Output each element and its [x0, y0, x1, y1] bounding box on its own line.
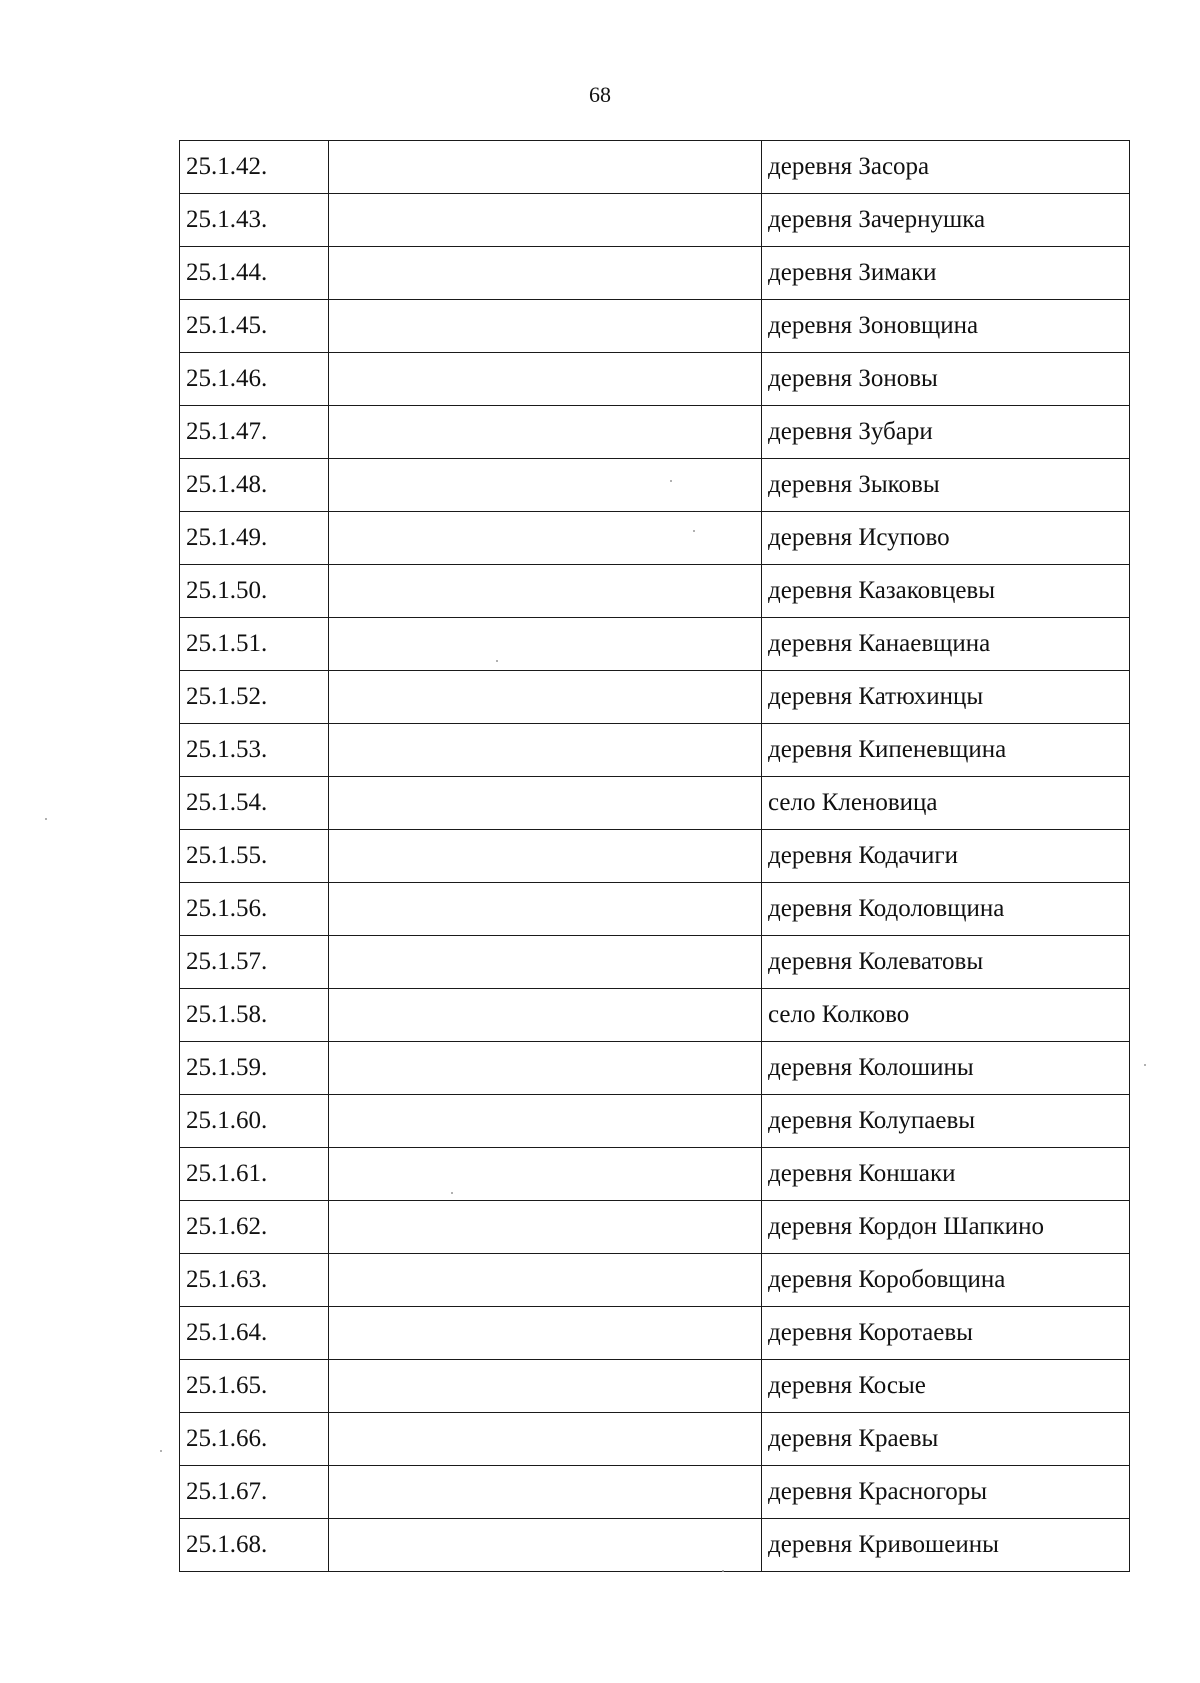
table-row [180, 247, 1130, 300]
table-row [180, 1095, 1130, 1148]
empty-cell [329, 830, 762, 883]
row-number-cell: 25.1.53. [180, 724, 329, 777]
scan-speck [722, 1570, 724, 1572]
empty-cell [329, 406, 762, 459]
settlement-name-cell: деревня Зубари [762, 406, 1130, 459]
row-number-cell: 25.1.57. [180, 936, 329, 989]
row-number-cell: 25.1.45. [180, 300, 329, 353]
settlement-name-cell: деревня Зоновщина [762, 300, 1130, 353]
scan-speck [451, 1192, 453, 1194]
row-number-cell: 25.1.49. [180, 512, 329, 565]
row-number-cell: 25.1.66. [180, 1413, 329, 1466]
row-number-cell: 25.1.62. [180, 1201, 329, 1254]
row-number-cell: 25.1.55. [180, 830, 329, 883]
table-row [180, 353, 1130, 406]
row-number-cell: 25.1.59. [180, 1042, 329, 1095]
row-number-cell: 25.1.63. [180, 1254, 329, 1307]
page-number: 68 [589, 82, 611, 107]
row-number-cell: 25.1.56. [180, 883, 329, 936]
table-row [180, 512, 1130, 565]
scan-speck [496, 660, 498, 662]
empty-cell [329, 459, 762, 512]
empty-cell [329, 936, 762, 989]
row-number-cell: 25.1.65. [180, 1360, 329, 1413]
table-row [180, 1360, 1130, 1413]
settlement-name-cell: деревня Зачернушка [762, 194, 1130, 247]
row-number-cell: 25.1.67. [180, 1466, 329, 1519]
settlement-name-cell: деревня Колеватовы [762, 936, 1130, 989]
table-row [180, 1201, 1130, 1254]
row-number-cell: 25.1.68. [180, 1519, 329, 1572]
empty-cell [329, 777, 762, 830]
row-number-cell: 25.1.46. [180, 353, 329, 406]
settlement-name-cell: деревня Колупаевы [762, 1095, 1130, 1148]
row-number-cell: 25.1.64. [180, 1307, 329, 1360]
table-row [180, 989, 1130, 1042]
settlement-name-cell: село Кленовица [762, 777, 1130, 830]
row-number-cell: 25.1.42. [180, 141, 329, 194]
table-row [180, 724, 1130, 777]
settlement-name-cell: деревня Кривошеины [762, 1519, 1130, 1572]
empty-cell [329, 512, 762, 565]
settlement-name-cell: деревня Колошины [762, 1042, 1130, 1095]
row-number-cell: 25.1.58. [180, 989, 329, 1042]
row-number-cell: 25.1.47. [180, 406, 329, 459]
empty-cell [329, 194, 762, 247]
table-row [180, 883, 1130, 936]
table-row [180, 1413, 1130, 1466]
empty-cell [329, 565, 762, 618]
table-row [180, 1148, 1130, 1201]
table-row [180, 459, 1130, 512]
settlement-name-cell: деревня Исупово [762, 512, 1130, 565]
table-row [180, 1307, 1130, 1360]
empty-cell [329, 1360, 762, 1413]
empty-cell [329, 1413, 762, 1466]
empty-cell [329, 247, 762, 300]
row-number-cell: 25.1.51. [180, 618, 329, 671]
table-row [180, 1042, 1130, 1095]
empty-cell [329, 1519, 762, 1572]
empty-cell [329, 300, 762, 353]
settlement-name-cell: деревня Коншаки [762, 1148, 1130, 1201]
table-row [180, 300, 1130, 353]
empty-cell [329, 1201, 762, 1254]
row-number-cell: 25.1.50. [180, 565, 329, 618]
row-number-cell: 25.1.52. [180, 671, 329, 724]
table-row [180, 1466, 1130, 1519]
table-row [180, 194, 1130, 247]
settlement-name-cell: деревня Зоновы [762, 353, 1130, 406]
row-number-cell: 25.1.54. [180, 777, 329, 830]
empty-cell [329, 618, 762, 671]
settlement-name-cell: деревня Казаковцевы [762, 565, 1130, 618]
table-row [180, 830, 1130, 883]
settlement-name-cell: деревня Кодоловщина [762, 883, 1130, 936]
row-number-cell: 25.1.60. [180, 1095, 329, 1148]
row-number-cell: 25.1.61. [180, 1148, 329, 1201]
settlement-name-cell: деревня Канаевщина [762, 618, 1130, 671]
empty-cell [329, 671, 762, 724]
scan-speck [670, 480, 672, 482]
table-row [180, 777, 1130, 830]
empty-cell [329, 883, 762, 936]
empty-cell [329, 1307, 762, 1360]
settlement-name-cell: деревня Кодачиги [762, 830, 1130, 883]
settlement-name-cell: деревня Зимаки [762, 247, 1130, 300]
scan-speck [160, 1450, 162, 1452]
scan-speck [45, 818, 47, 820]
scan-speck [1144, 1064, 1146, 1066]
settlement-name-cell: деревня Кипеневщина [762, 724, 1130, 777]
settlement-name-cell: деревня Коротаевы [762, 1307, 1130, 1360]
table-row [180, 936, 1130, 989]
empty-cell [329, 1095, 762, 1148]
settlement-name-cell: деревня Косые [762, 1360, 1130, 1413]
table-row [180, 1254, 1130, 1307]
empty-cell [329, 141, 762, 194]
empty-cell [329, 1254, 762, 1307]
table-row [180, 406, 1130, 459]
settlement-name-cell: деревня Засора [762, 141, 1130, 194]
empty-cell [329, 724, 762, 777]
row-number-cell: 25.1.48. [180, 459, 329, 512]
table-row [180, 618, 1130, 671]
settlement-name-cell: деревня Краевы [762, 1413, 1130, 1466]
table-body [180, 141, 1130, 1572]
settlement-name-cell: деревня Коробовщина [762, 1254, 1130, 1307]
empty-cell [329, 1466, 762, 1519]
settlement-name-cell: деревня Кордон Шапкино [762, 1201, 1130, 1254]
row-number-cell: 25.1.43. [180, 194, 329, 247]
settlement-name-cell: деревня Зыковы [762, 459, 1130, 512]
row-number-cell: 25.1.44. [180, 247, 329, 300]
settlements-table [179, 140, 1130, 1572]
table-row [180, 1519, 1130, 1572]
empty-cell [329, 989, 762, 1042]
empty-cell [329, 353, 762, 406]
settlement-name-cell: деревня Катюхинцы [762, 671, 1130, 724]
empty-cell [329, 1042, 762, 1095]
empty-cell [329, 1148, 762, 1201]
table-row [180, 565, 1130, 618]
scan-speck [693, 530, 695, 532]
table-row [180, 141, 1130, 194]
settlement-name-cell: деревня Красногоры [762, 1466, 1130, 1519]
settlement-name-cell: село Колково [762, 989, 1130, 1042]
table-row [180, 671, 1130, 724]
